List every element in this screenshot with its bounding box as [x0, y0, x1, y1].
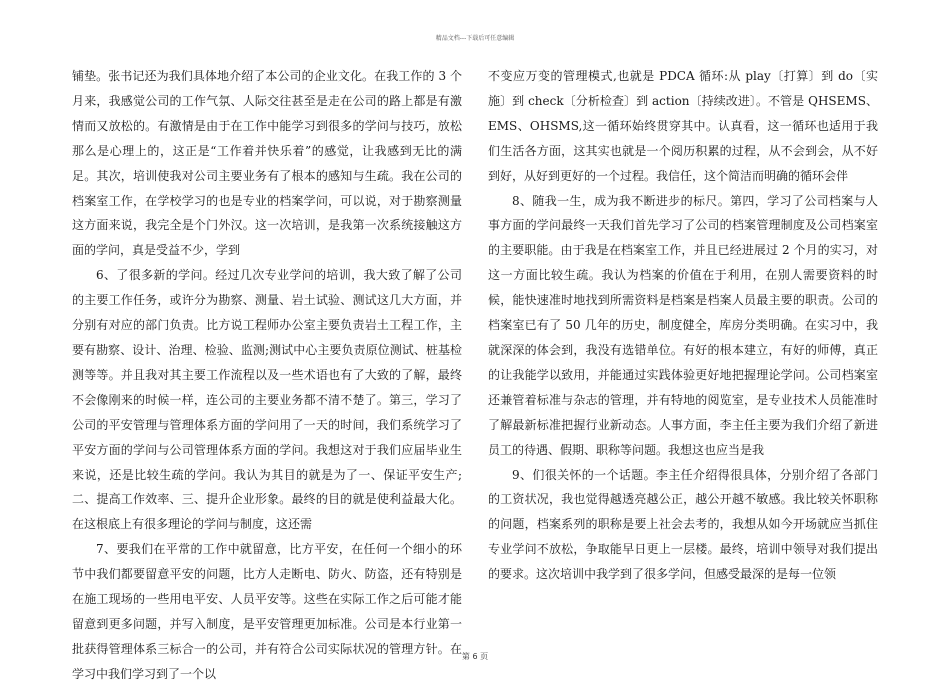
paragraph: 8、随我一生，成为我不断进步的标尺。第四，学习了公司档案与人事方面的学问最终一天我们首先学习了公司的档案管理制度及公司档案室的主要职能。由于我是在档案室工作，并且已经进展过 2 个月的实习，对这一方面比较生疏。我认为档案的价值在于利用，在别人需要资料的时候，能快速准时地找到所需资料是档案是档案人员最主要的职责。公司的档案室已有了 50 几年的历史，制度健全，库房分类明确。在实习中，我就深深的体会到，我没有选错单位。有好的根本建立，有好的师傅，真正的让我能学以致用，并能通过实践体验更好地把握理论学问。公司档案室还兼管着标准与杂志的管理，并有特地的阅览室，是专业技术人员能准时了解最新标准把握行业新动态。人事方面，李主任主要为我们介绍了新进员工的待遇、假期、职称等问题。我想这也应当是我	[488, 193, 878, 457]
page-header: 精品文档---下载后可任意编辑	[435, 35, 515, 42]
right-column	[488, 64, 878, 587]
paragraph: 7、要我们在平常的工作中就留意，比方平安，在任何一个细小的环节中我们都要留意平安的问题，比方人走断电、防火、防盗，还有特别是在施工现场的一些用电平安、人员平安等。这些在实际工作之后可能才能留意到更多问题，并写入制度，是平安管理更加标准。公司是本行业第一批获得管理体系三标合一的公司，并有符合公司实际状况的管理方针。在学习中我们学习到了一个以	[72, 542, 462, 681]
paragraph: 6、了很多新的学问。经过几次专业学问的培训，我大致了解了公司的主要工作任务，或许分为勘察、测量、岩土试验、测试这几大方面，并分别有对应的部门负责。比方说工程师办公室主要负责岩土工程工作，主要有勘察、设计、治理、检验、监测;测试中心主要负责原位测试、桩基检测等等。并且我对其主要工作流程以及一些术语也有了大致的了解，最终不会像刚来的时候一样，连公司的主要业务都不清不楚了。第三，学习了公司的平安管理与管理体系方面的学问用了一天的时间，我们系统学习了平安方面的学问与公司管理体系方面的学问。我想这对于我们应届毕业生来说，还是比较生疏的学问。我认为其目的就是为了一、保证平安生产;二、提高工作效率、三、提升企业形象。最终的目的就是使利益最大化。在这根底上有很多理论的学问与制度，这还需	[72, 268, 462, 532]
left-column	[72, 64, 462, 687]
paragraph: 9、们很关怀的一个话题。李主任介绍得很具体，分别介绍了各部门的工资状况，我也觉得越透亮越公正，越公开越不敏感。我比较关怀职称的问题，档案系列的职称是要上社会去考的，我想从如今开场就应当抓住专业学问不放松，争取能早日更上一层楼。最终，培训中领导对我们提出的要求。这次培训中我学到了很多学问，但感受最深的是每一位领	[488, 467, 878, 582]
paragraph: 不变应万变的管理模式,也就是 PDCA 循环:从 play〔打算〕到 do〔实施〕到 check〔分析检查〕到 action〔持续改进〕。不管是 QHSEMS、EMS、OHSMS,这一循环始终贯穿其中。认真看，这一循环也适用于我们生活各方面，这其实也就是一个阅历积累的过程，从不会到会，从不好到好，从好到更好的一个过程。我信任，这个简洁而明确的循环会伴	[488, 69, 878, 183]
page-number: 第 6 页	[461, 652, 489, 661]
paragraph: 铺垫。张书记还为我们具体地介绍了本公司的企业文化。在我工作的 3 个月来，我感觉公司的工作气氛、人际交往甚至是走在公司的路上都是有激情而又放松的。有激情是由于在工作中能学习到很多的学问与技巧，放松那么是心理上的，这正是“工作着并快乐着”的感觉，让我感到无比的满足。其次，培训使我对公司主要业务有了根本的感知与生疏。我在公司的档案室工作，在学校学习的也是专业的档案学问，可以说，对于勘察测量这方面来说，我完全是个门外汉。这一次培训，是我第一次系统接触这方面的学问，真是受益不少，学到	[72, 69, 462, 258]
